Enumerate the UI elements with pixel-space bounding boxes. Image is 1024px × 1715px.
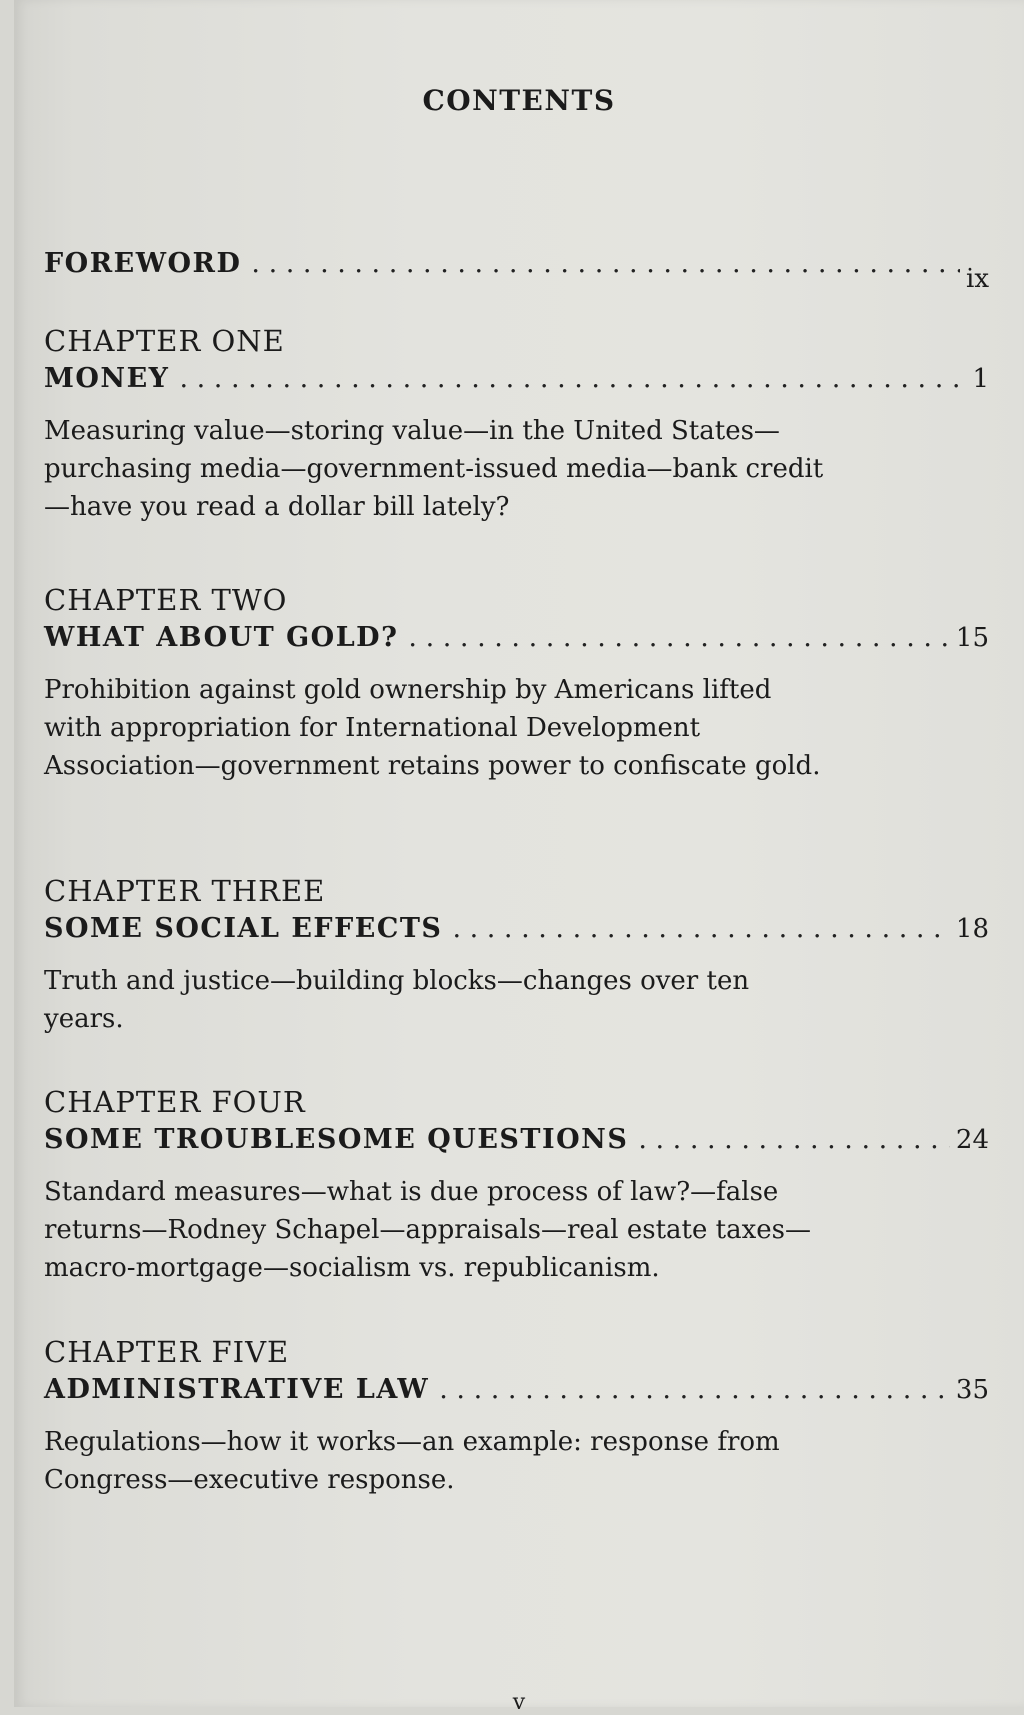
toc-entry-chapter-one	[44, 322, 989, 526]
toc-entry-chapter-five	[44, 1333, 989, 1499]
page-number: 15	[955, 623, 989, 653]
toc-entry-chapter-two	[44, 581, 989, 785]
entry-title: FOREWORD	[44, 248, 242, 279]
chapter-title: ADMINISTRATIVE LAW	[44, 1374, 430, 1405]
chapter-summary: Truth and justice—building blocks—changes over ten years.	[44, 966, 750, 1034]
dot-leader	[638, 1121, 950, 1159]
chapter-title: MONEY	[44, 363, 170, 394]
toc-title-line	[44, 1121, 989, 1159]
chapter-title: SOME SOCIAL EFFECTS	[44, 913, 443, 944]
chapter-summary: Regulations—how it works—an example: response from Congress—executive response.	[44, 1427, 780, 1495]
book-page	[14, 0, 1024, 1715]
toc-title-line	[44, 619, 989, 657]
chapter-label: CHAPTER ONE	[44, 324, 285, 358]
dot-leader	[179, 360, 966, 398]
dot-leader	[251, 245, 960, 283]
chapter-summary: Measuring value—storing value—in the United States—purchasing media—government-issued media—bank credit—have you read a dollar bill lately?	[44, 416, 824, 522]
toc-entry-foreword	[44, 245, 989, 294]
toc-title-line	[44, 245, 989, 294]
page-number: 18	[955, 914, 989, 944]
chapter-title: WHAT ABOUT GOLD?	[44, 622, 399, 653]
dot-leader	[408, 619, 949, 657]
page-number: ix	[966, 264, 989, 294]
toc-title-line	[44, 910, 989, 948]
page-number: 35	[955, 1375, 989, 1405]
dot-leader	[452, 910, 949, 948]
chapter-summary: Standard measures—what is due process of law?—false returns—Rodney Schapel—appraisals—real estate taxes—macro-mortgage—socialism vs. republicanism.	[44, 1177, 811, 1283]
toc-entry-chapter-four	[44, 1083, 989, 1287]
page-number: 1	[972, 364, 989, 394]
chapter-summary: Prohibition against gold ownership by Americans lifted with appropriation for International Development Association—government retains power to confiscate gold.	[44, 675, 821, 781]
dot-leader	[439, 1371, 950, 1409]
page-heading: CONTENTS	[422, 84, 616, 117]
toc-entry-chapter-three	[44, 872, 989, 1038]
chapter-label: CHAPTER FOUR	[44, 1085, 306, 1119]
chapter-title: SOME TROUBLESOME QUESTIONS	[44, 1124, 629, 1155]
chapter-label: CHAPTER FIVE	[44, 1335, 290, 1369]
chapter-label: CHAPTER THREE	[44, 874, 326, 908]
toc-title-line	[44, 1371, 989, 1409]
chapter-label: CHAPTER TWO	[44, 583, 288, 617]
toc-title-line	[44, 360, 989, 398]
folio-page-number: v	[512, 1690, 526, 1715]
page-number: 24	[955, 1125, 989, 1155]
